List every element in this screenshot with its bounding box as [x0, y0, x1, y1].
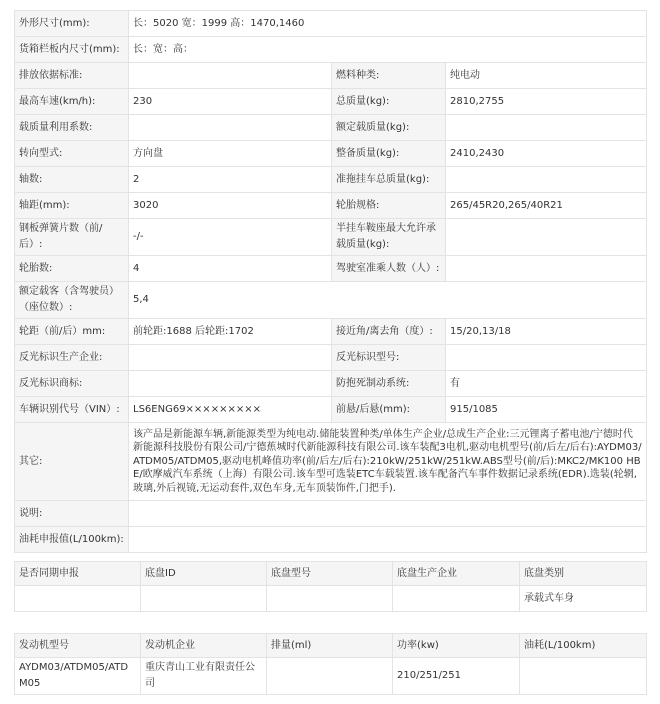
remarks-value	[129, 501, 647, 527]
engine-table	[14, 633, 647, 695]
spec-row	[15, 141, 647, 167]
engine-header-fuel: 油耗(L/100km)	[520, 634, 647, 658]
semi-trailer-label: 半挂车鞍座最大允许承载质量(kg):	[332, 219, 446, 256]
max-speed-value: 230	[129, 89, 332, 115]
cab-passengers-label: 驾驶室准乘人数（人）:	[332, 256, 446, 282]
spec-row	[15, 219, 647, 256]
track-label: 轮距（前/后）mm:	[15, 319, 129, 345]
leaf-springs-label: 钢板弹簧片数（前/后）:	[15, 219, 129, 256]
chassis-table	[14, 561, 647, 612]
engine-cell-displacement	[267, 658, 393, 695]
chassis-cell-maker	[393, 586, 520, 612]
tire-spec-label: 轮胎规格:	[332, 193, 446, 219]
axles-label: 轴数:	[15, 167, 129, 193]
engine-cell-power: 210/251/251	[393, 658, 520, 695]
abs-label: 防抱死制动系统:	[332, 371, 446, 397]
reflector-brand-value	[129, 371, 332, 397]
steering-label: 转向型式:	[15, 141, 129, 167]
semi-trailer-value	[446, 219, 647, 256]
vin-value: LS6ENG69×××××××××	[129, 397, 332, 423]
total-mass-label: 总质量(kg):	[332, 89, 446, 115]
trailer-mass-label: 准拖挂车总质量(kg):	[332, 167, 446, 193]
spec-row	[15, 115, 647, 141]
load-util-value	[129, 115, 332, 141]
overhang-value: 915/1085	[446, 397, 647, 423]
engine-header-displacement: 排量(ml)	[267, 634, 393, 658]
emission-std-value	[129, 63, 332, 89]
spec-row	[15, 256, 647, 282]
wheelbase-value: 3020	[129, 193, 332, 219]
spec-row-cargo	[15, 37, 647, 63]
spec-row-remarks	[15, 501, 647, 527]
spec-row	[15, 319, 647, 345]
fuel-report-value	[129, 527, 647, 553]
reflector-model-value	[446, 345, 647, 371]
angles-label: 接近角/离去角（度）:	[332, 319, 446, 345]
max-speed-label: 最高车速(km/h):	[15, 89, 129, 115]
wheelbase-label: 轴距(mm):	[15, 193, 129, 219]
curb-mass-value: 2410,2430	[446, 141, 647, 167]
track-value: 前轮距:1688 后轮距:1702	[129, 319, 332, 345]
vin-label: 车辆识别代号（VIN）:	[15, 397, 129, 423]
chassis-cell-id	[141, 586, 267, 612]
fuel-type-label: 燃料种类:	[332, 63, 446, 89]
tires-label: 轮胎数:	[15, 256, 129, 282]
chassis-header-type: 底盘类别	[520, 562, 647, 586]
cab-passengers-value	[446, 256, 647, 282]
reflector-model-label: 反光标识型号:	[332, 345, 446, 371]
curb-mass-label: 整备质量(kg):	[332, 141, 446, 167]
engine-cell-maker: 重庆青山工业有限责任公司	[141, 658, 267, 695]
engine-header-power: 功率(kw)	[393, 634, 520, 658]
engine-header-maker: 发动机企业	[141, 634, 267, 658]
chassis-cell-model	[267, 586, 393, 612]
spec-row	[15, 193, 647, 219]
cargo-value: 长：宽：高：	[129, 37, 647, 63]
engine-header-row	[15, 634, 647, 658]
spec-row	[15, 89, 647, 115]
trailer-mass-value	[446, 167, 647, 193]
rated-load-label: 额定载质量(kg):	[332, 115, 446, 141]
spec-row	[15, 371, 647, 397]
chassis-header-sync: 是否同期申报	[15, 562, 141, 586]
engine-cell-fuel	[520, 658, 647, 695]
dims-label: 外形尺寸(mm):	[15, 11, 129, 37]
spec-row	[15, 397, 647, 423]
chassis-header-model: 底盘型号	[267, 562, 393, 586]
axles-value: 2	[129, 167, 332, 193]
engine-header-model: 发动机型号	[15, 634, 141, 658]
table-row	[15, 658, 647, 695]
fuel-type-value: 纯电动	[446, 63, 647, 89]
reflector-maker-value	[129, 345, 332, 371]
chassis-header-row	[15, 562, 647, 586]
spec-row-other	[15, 423, 647, 501]
seats-label: 额定载客（含驾驶员）（座位数）:	[15, 282, 129, 319]
fuel-report-label: 油耗申报值(L/100km):	[15, 527, 129, 553]
other-value: 该产品是新能源车辆,新能源类型为纯电动.储能装置种类/单体生产企业/总成生产企业:三元锂离子蓄电池/宁德时代新能源科技股份有限公司/宁德蕉城时代新能源科技有限公司.该车装配3电机,驱动电机型号(前/后左/后右):AYDM03/ATDM05/ATDM05,驱动电机峰值功率(前/后左/后右):210kW/251kW/251kW.ABS型号(前/后):MKC2/MK100 HBE/欧摩威汽车系统（上海）有限公司.该车型可选装ETC车载装置.该车配备汽车事件数据记录系统(EDR).选装(轮辋,玻璃,外后视镜,无运动套件,双色车身,无车顶装饰件,门把手).	[129, 423, 647, 501]
chassis-cell-type: 承载式车身	[520, 586, 647, 612]
reflector-maker-label: 反光标识生产企业:	[15, 345, 129, 371]
load-util-label: 载质量利用系数:	[15, 115, 129, 141]
spec-row	[15, 167, 647, 193]
chassis-header-maker: 底盘生产企业	[393, 562, 520, 586]
spec-row	[15, 63, 647, 89]
spec-row-dims	[15, 11, 647, 37]
other-label: 其它:	[15, 423, 129, 501]
abs-value: 有	[446, 371, 647, 397]
angles-value: 15/20,13/18	[446, 319, 647, 345]
dims-value: 长：5020 宽：1999 高：1470,1460	[129, 11, 647, 37]
rated-load-value	[446, 115, 647, 141]
cargo-label: 货箱栏板内尺寸(mm):	[15, 37, 129, 63]
emission-std-label: 排放依据标准:	[15, 63, 129, 89]
tires-value: 4	[129, 256, 332, 282]
vehicle-spec-table	[14, 10, 647, 553]
chassis-cell-sync	[15, 586, 141, 612]
remarks-label: 说明:	[15, 501, 129, 527]
leaf-springs-value: -/-	[129, 219, 332, 256]
overhang-label: 前悬/后悬(mm):	[332, 397, 446, 423]
total-mass-value: 2810,2755	[446, 89, 647, 115]
engine-cell-model: AYDM03/ATDM05/ATDM05	[15, 658, 141, 695]
tire-spec-value: 265/45R20,265/40R21	[446, 193, 647, 219]
table-row	[15, 586, 647, 612]
spec-row	[15, 345, 647, 371]
reflector-brand-label: 反光标识商标:	[15, 371, 129, 397]
steering-value: 方向盘	[129, 141, 332, 167]
spec-row-seats	[15, 282, 647, 319]
chassis-header-id: 底盘ID	[141, 562, 267, 586]
spec-row-fuel-report	[15, 527, 647, 553]
seats-value: 5,4	[129, 282, 647, 319]
